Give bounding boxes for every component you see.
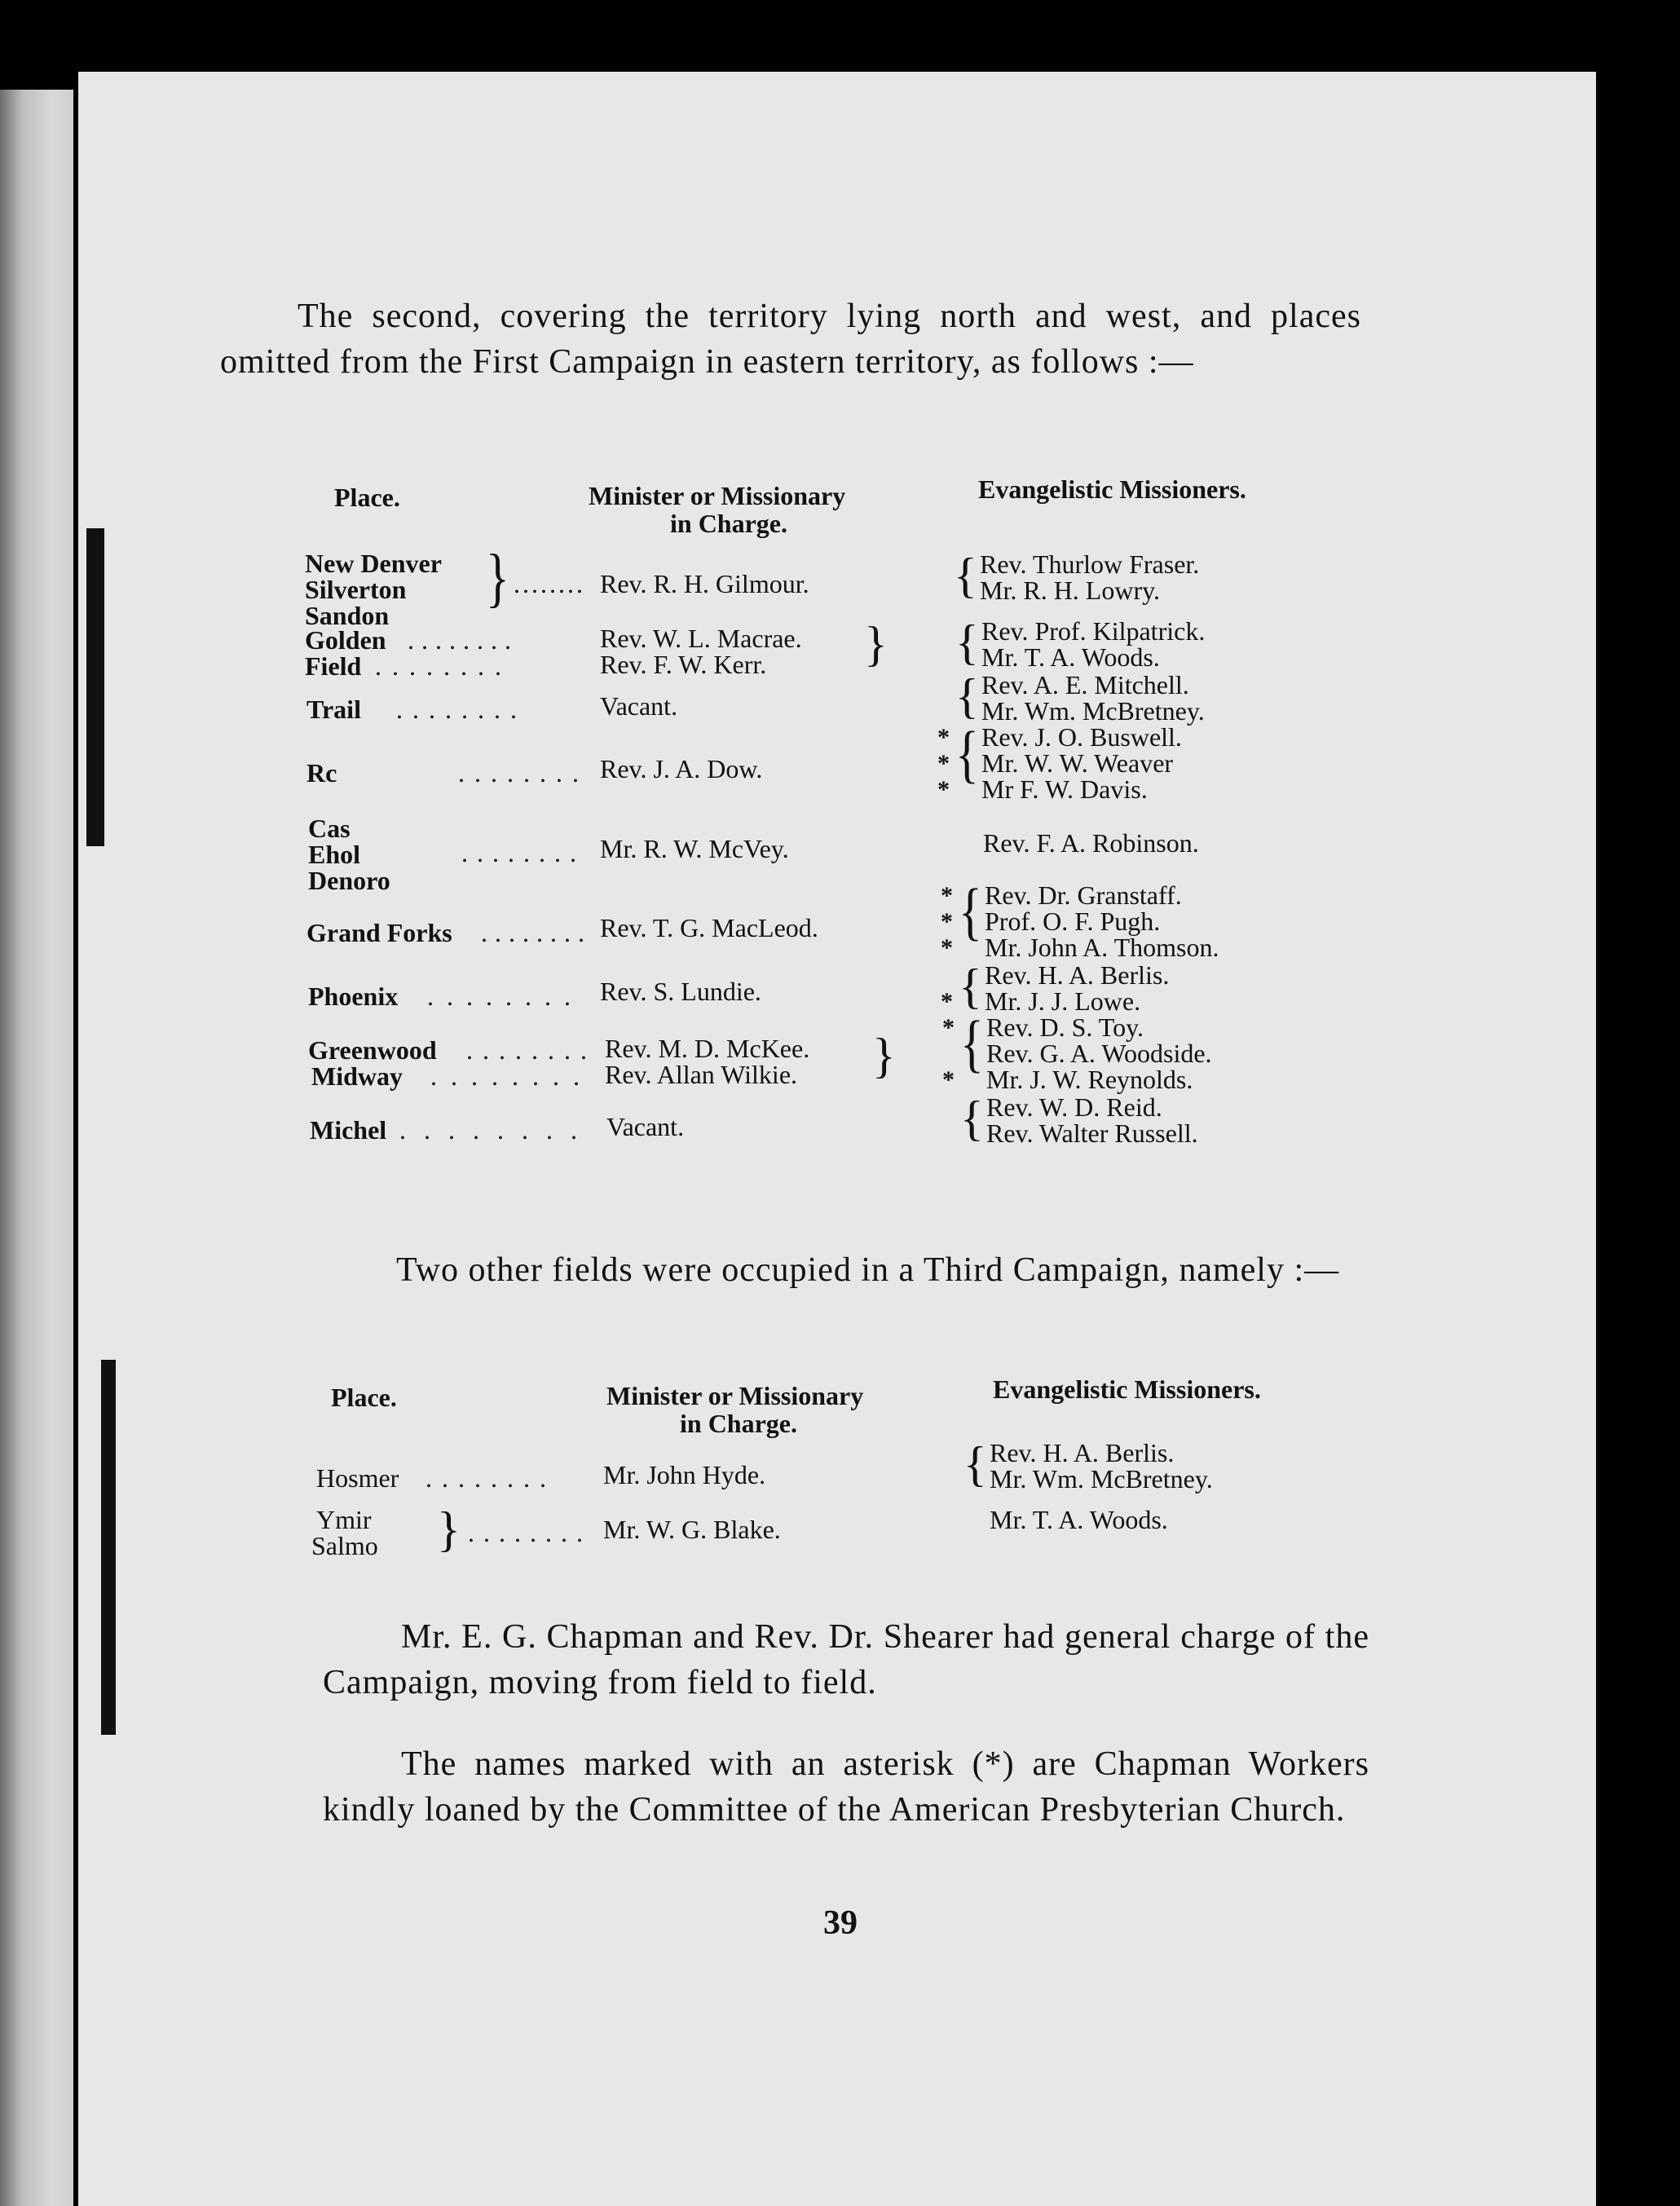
place-cell: Field [305, 651, 362, 681]
asterisk-mark: * [942, 1014, 955, 1041]
intro-paragraph [220, 293, 1361, 385]
missioner-cell: Mr. T. A. Woods. [981, 642, 1160, 672]
group-brace: { [954, 549, 977, 602]
minister-cell: Vacant. [606, 1112, 685, 1141]
asterisk-mark: * [941, 988, 953, 1015]
missioner-cell: Rev. Dr. Granstaff. [985, 880, 1182, 910]
leader-dots: ........ [399, 1115, 595, 1145]
table2-header-place: Place. [331, 1383, 397, 1412]
missioner-cell: Rev. H. A. Berlis. [985, 960, 1170, 990]
missioner-cell: Rev. Thurlow Fraser. [980, 549, 1200, 579]
leader-dots: ........ [396, 695, 527, 724]
document-page [78, 72, 1596, 2206]
missioner-cell: Mr. Wm. McBretney. [990, 1464, 1213, 1493]
minister-cell: Mr. W. G. Blake. [603, 1515, 781, 1544]
leader-dots: ........ [514, 569, 585, 598]
asterisk-mark: * [937, 750, 950, 777]
group-brace: { [955, 615, 979, 669]
missioner-cell: Rev. D. S. Toy. [986, 1013, 1144, 1042]
place-cell: Midway [311, 1061, 403, 1091]
minister-cell: Rev. T. G. MacLeod. [600, 913, 818, 942]
missioner-cell: Rev. Prof. Kilpatrick. [981, 616, 1206, 646]
group-brace: } [486, 540, 509, 614]
group-brace: { [963, 1437, 987, 1491]
place-cell: New Denver [305, 549, 442, 578]
missioner-cell: Rev. A. E. Mitchell. [981, 670, 1189, 699]
third-campaign-text: Two other fields were occupied in a Third Campaign, namely :— [396, 1251, 1340, 1289]
table1-header-minister-line1: Minister or Missionary [589, 481, 846, 510]
place-cell: Golden [305, 625, 386, 655]
missioner-cell: Mr. John A. Thomson. [985, 933, 1219, 962]
table1-header-missioners: Evangelistic Missioners. [978, 474, 1246, 504]
group-brace: { [960, 1092, 984, 1145]
minister-cell: Rev. F. W. Kerr. [600, 650, 767, 679]
binding-shadow [101, 1360, 116, 1735]
table1-header-place: Place. [334, 483, 400, 512]
place-cell: Greenwood [308, 1035, 437, 1065]
group-brace: { [959, 876, 982, 946]
missioner-cell: Mr. T. A. Woods. [990, 1505, 1168, 1534]
place-cell: Silverton [305, 575, 407, 604]
minister-cell: Rev. Allan Wilkie. [605, 1060, 798, 1089]
missioner-cell: Prof. O. F. Pugh. [985, 907, 1161, 936]
group-brace: { [955, 719, 979, 789]
chapman-paragraph [323, 1614, 1369, 1705]
group-brace: } [872, 1029, 896, 1083]
table2-header-missioners: Evangelistic Missioners. [993, 1374, 1261, 1404]
place-cell: Ymir [316, 1505, 372, 1534]
minister-cell: Mr. R. W. McVey. [600, 834, 789, 863]
leader-dots: ........ [375, 651, 512, 681]
chapman-text: Mr. E. G. Chapman and Rev. Dr. Shearer had general charge of the Campaign, moving from field to field. [323, 1618, 1369, 1701]
missioner-cell: Rev. G. A. Woodside. [986, 1039, 1212, 1068]
missioner-cell: Rev. J. O. Buswell. [981, 722, 1182, 752]
missioner-cell: Mr. R. H. Lowry. [980, 576, 1161, 605]
place-cell: Ehol [308, 840, 361, 869]
group-brace: { [959, 960, 982, 1013]
asterisk-note-paragraph [323, 1741, 1369, 1833]
missioner-cell: Mr. W. W. Weaver [981, 748, 1174, 778]
minister-cell: Rev. J. A. Dow. [600, 754, 763, 783]
asterisk-mark: * [937, 776, 950, 803]
place-cell: Hosmer [316, 1463, 399, 1493]
leader-dots: ........ [408, 625, 518, 655]
third-campaign-paragraph [315, 1247, 1366, 1293]
missioner-cell: Mr F. W. Davis. [981, 774, 1148, 804]
missioner-cell: Mr. J. J. Lowe. [985, 986, 1141, 1016]
table1-header-minister-line2: in Charge. [670, 509, 787, 538]
place-cell: Grand Forks [306, 918, 452, 947]
group-brace: { [955, 669, 979, 723]
place-cell: Phoenix [308, 982, 399, 1011]
minister-cell: Vacant. [600, 691, 678, 721]
table2-header-minister-line2: in Charge. [680, 1409, 797, 1438]
minister-cell: Rev. W. L. Macrae. [600, 624, 802, 653]
group-brace: } [437, 1502, 461, 1556]
leader-dots: ........ [430, 1061, 593, 1091]
asterisk-mark: * [941, 908, 953, 935]
place-cell: Denoro [308, 866, 390, 895]
missioner-cell: Rev. H. A. Berlis. [990, 1438, 1175, 1467]
leader-dots: ........ [466, 1035, 597, 1065]
leader-dots: ........ [426, 1463, 556, 1493]
missioner-cell: Mr. J. W. Reynolds. [986, 1065, 1193, 1094]
group-brace: { [960, 1008, 984, 1079]
place-cell: Salmo [311, 1531, 378, 1560]
leader-dots: ........ [468, 1518, 592, 1547]
intro-text: The second, covering the territory lying north and west, and places omitted from the First Campaign in eastern territory, as follows :— [220, 298, 1361, 381]
place-cell: Cas [308, 814, 351, 843]
binding-shadow [86, 528, 104, 846]
minister-cell: Rev. M. D. McKee. [605, 1034, 810, 1063]
place-cell: Michel [310, 1115, 387, 1145]
leader-dots: ........ [461, 838, 585, 867]
group-brace: } [864, 617, 888, 671]
leader-dots: ........ [481, 918, 592, 947]
asterisk-mark: * [941, 882, 953, 909]
place-cell: Rc [306, 758, 337, 788]
minister-cell: Mr. John Hyde. [603, 1460, 766, 1489]
missioner-cell: Rev. Walter Russell. [986, 1118, 1198, 1148]
minister-cell: Rev. S. Lundie. [600, 977, 761, 1006]
page-number: 39 [823, 1904, 858, 1942]
leader-dots: ........ [427, 982, 584, 1011]
missioner-cell: Mr. Wm. McBretney. [981, 696, 1205, 726]
minister-cell: Rev. R. H. Gilmour. [600, 569, 809, 598]
place-cell: Sandon [305, 601, 390, 630]
asterisk-mark: * [941, 934, 953, 961]
table2-header-minister-line1: Minister or Missionary [606, 1381, 864, 1410]
missioner-cell: Rev. F. A. Robinson. [983, 828, 1199, 858]
place-cell: Trail [306, 695, 361, 724]
missioner-cell: Rev. W. D. Reid. [986, 1092, 1162, 1122]
asterisk-mark: * [942, 1066, 955, 1093]
asterisk-mark: * [937, 724, 950, 751]
leader-dots: ........ [458, 758, 589, 788]
asterisk-note-text: The names marked with an asterisk (*) are Chapman Workers kindly loaned by the Committee of the American Presbyterian Church. [323, 1745, 1369, 1829]
adjacent-page-edge [0, 90, 73, 2206]
